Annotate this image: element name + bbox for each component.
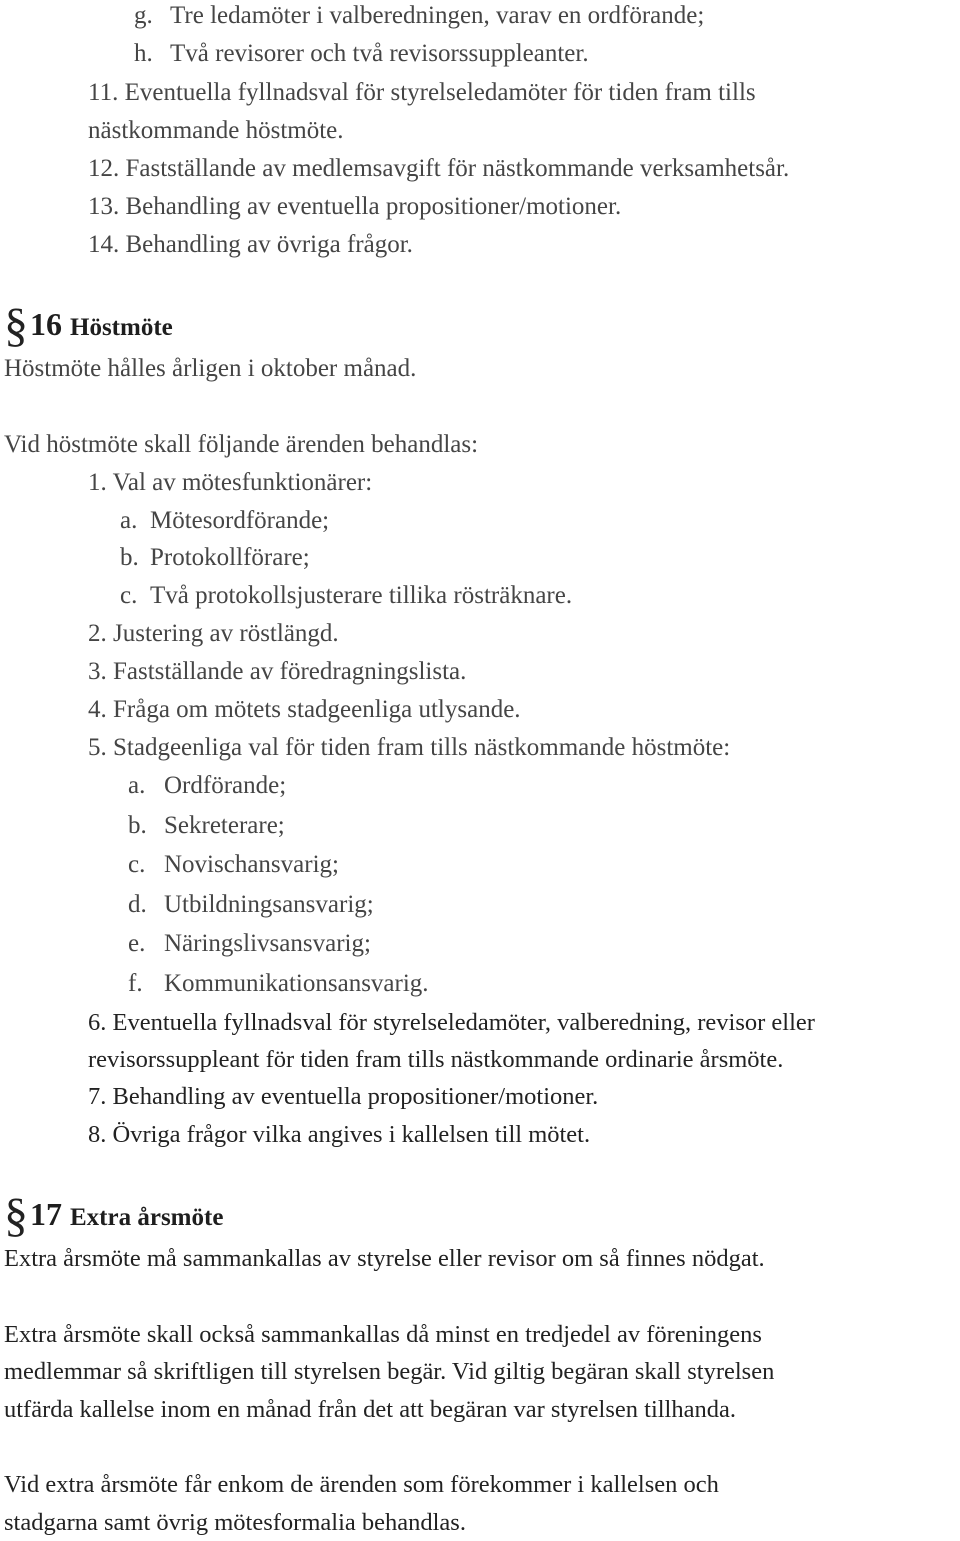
list-item — [120, 545, 310, 570]
section-heading — [4, 299, 173, 352]
item-text: Näringslivsansvarig; — [164, 930, 371, 957]
section-heading — [4, 1189, 224, 1242]
item-number: 6. — [88, 1009, 107, 1036]
list-item — [134, 41, 589, 66]
list-item — [88, 80, 756, 105]
item-text: Behandling av övriga frågor. — [125, 231, 413, 258]
item-text: Kommunikationsansvarig. — [164, 970, 429, 997]
paragraph-symbol: § — [4, 299, 28, 352]
item-text: Mötesordförande; — [150, 507, 330, 534]
paragraph-symbol: § — [4, 1189, 28, 1242]
item-number: 2. — [88, 620, 107, 647]
item-text: Utbildningsansvarig; — [164, 891, 374, 918]
list-item — [88, 470, 372, 495]
item-number: 12. — [88, 155, 120, 182]
section-intro: Höstmöte hålles årligen i oktober månad. — [4, 355, 417, 382]
list-item — [88, 1085, 598, 1110]
item-number: b. — [120, 544, 139, 571]
section-number: 17 — [30, 1196, 62, 1232]
item-text: Sekreterare; — [164, 812, 285, 839]
list-item — [88, 232, 413, 257]
item-number: 4. — [88, 696, 107, 723]
list-item — [88, 1123, 590, 1148]
list-item — [134, 3, 704, 28]
paragraph-line: Extra årsmöte skall också sammankallas då minst en tredjedel av föreningens — [4, 1321, 762, 1348]
paragraph: Extra årsmöte må sammankallas av styrelse eller revisor om så finnes nödgat. — [4, 1245, 765, 1272]
section-title: Extra årsmöte — [70, 1204, 224, 1231]
list-text: Tre ledamöter i valberedningen, varav en ordförande; — [170, 2, 705, 29]
list-item — [88, 697, 521, 722]
item-number: 3. — [88, 658, 107, 685]
item-text: Behandling av eventuella propositioner/motioner. — [112, 1083, 599, 1110]
item-number: c. — [120, 582, 138, 609]
list-item — [128, 852, 339, 877]
item-text: Val av mötesfunktionärer: — [112, 469, 373, 496]
list-item — [88, 1011, 815, 1036]
item-text: Fastställande av föredragningslista. — [113, 658, 467, 685]
list-label: g. — [134, 2, 153, 29]
item-number: c. — [128, 851, 146, 878]
paragraph-line: Vid extra årsmöte får enkom de ärenden som förekommer i kallelsen och — [4, 1471, 719, 1498]
list-item — [128, 813, 285, 838]
list-item — [120, 508, 329, 533]
list-label: h. — [134, 40, 153, 67]
list-item — [128, 892, 374, 917]
item-text: Justering av röstlängd. — [113, 620, 339, 647]
list-item — [120, 583, 572, 608]
item-number: 8. — [88, 1121, 107, 1148]
item-number: f. — [128, 970, 143, 997]
item-number: 13. — [88, 193, 120, 220]
item-number: b. — [128, 812, 147, 839]
item-number: a. — [120, 507, 138, 534]
list-item — [88, 659, 466, 684]
item-number: 11. — [88, 79, 119, 106]
item-text: Novischansvarig; — [164, 851, 339, 878]
item-text: Två protokollsjusterare tillika rösträknare. — [150, 582, 573, 609]
list-item — [88, 621, 339, 646]
item-text: Eventuella fyllnadsval för styrelseledamöter för tiden fram tills — [124, 79, 756, 106]
item-text: Fastställande av medlemsavgift för nästkommande verksamhetsår. — [125, 155, 790, 182]
list-item — [88, 156, 789, 181]
section-number: 16 — [30, 306, 62, 342]
item-number: a. — [128, 772, 146, 799]
list-item — [128, 931, 371, 956]
item-text: Behandling av eventuella propositioner/motioner. — [125, 193, 622, 220]
item-number: 7. — [88, 1083, 107, 1110]
list-item — [88, 194, 621, 219]
item-text: Protokollförare; — [150, 544, 310, 571]
item-number: e. — [128, 930, 146, 957]
item-number: d. — [128, 891, 147, 918]
list-item-continuation: revisorssuppleant för tiden fram tills nästkommande ordinarie årsmöte. — [88, 1046, 784, 1073]
list-text: Två revisorer och två revisorssuppleanter. — [170, 40, 589, 67]
item-text: Eventuella fyllnadsval för styrelseledamöter, valberedning, revisor eller — [112, 1009, 815, 1036]
paragraph-line: stadgarna samt övrig mötesformalia behandlas. — [4, 1509, 466, 1536]
item-text: Ordförande; — [164, 772, 287, 799]
paragraph-line: utfärda kallelse inom en månad från det att begäran var styrelsen tillhanda. — [4, 1396, 736, 1423]
section-title: Höstmöte — [70, 314, 173, 341]
list-item — [88, 735, 730, 760]
item-number: 14. — [88, 231, 120, 258]
item-text: Övriga frågor vilka angives i kallelsen till mötet. — [112, 1121, 591, 1148]
item-number: 5. — [88, 734, 107, 761]
section-lead: Vid höstmöte skall följande ärenden behandlas: — [4, 431, 479, 458]
list-item — [128, 971, 429, 996]
item-text: Fråga om mötets stadgeenliga utlysande. — [113, 696, 521, 723]
item-text: Stadgeenliga val för tiden fram tills nästkommande höstmöte: — [113, 734, 731, 761]
list-item-continuation: nästkommande höstmöte. — [88, 117, 344, 144]
item-number: 1. — [88, 469, 107, 496]
paragraph-line: medlemmar så skriftligen till styrelsen begär. Vid giltig begäran skall styrelsen — [4, 1358, 775, 1385]
list-item — [128, 773, 286, 798]
